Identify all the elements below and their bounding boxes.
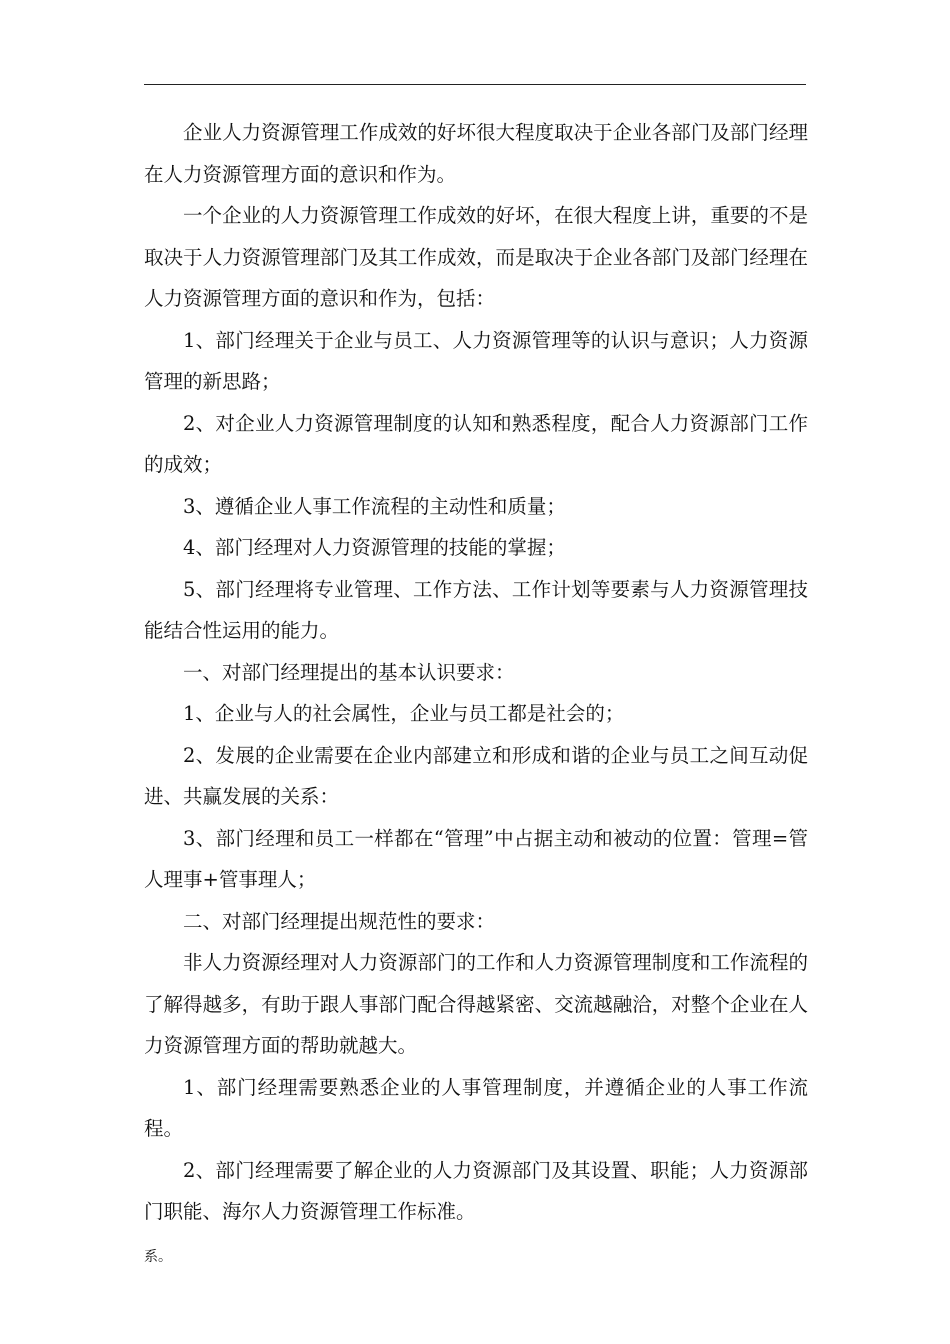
header-rule <box>144 84 806 85</box>
paragraph: 2、发展的企业需要在企业内部建立和形成和谐的企业与员工之间互动促进、共赢发展的关系： <box>144 743 808 808</box>
paragraph: 一个企业的人力资源管理工作成效的好坏，在很大程度上讲，重要的不是取决于人力资源管理部门及其工作成效，而是取决于企业各部门及部门经理在人力资源管理方面的意识和作为，包括： <box>144 204 808 310</box>
section-heading: 二、对部门经理提出规范性的要求： <box>183 909 496 933</box>
paragraph: 4、部门经理对人力资源管理的技能的掌握； <box>183 536 566 559</box>
section-heading: 一、对部门经理提出的基本认识要求： <box>183 660 515 684</box>
paragraph: 3、部门经理和员工一样都在“管理”中占据主动和被动的位置：管理=管人理事+管事理人； <box>144 826 808 891</box>
paragraph: 1、部门经理关于企业与员工、人力资源管理等的认识与意识；人力资源管理的新思路； <box>144 328 808 393</box>
paragraph: 2、部门经理需要了解企业的人力资源部门及其设置、职能；人力资源部门职能、海尔人力资源管理工作标准。 <box>144 1158 808 1223</box>
paragraph: 2、对企业人力资源管理制度的认知和熟悉程度，配合人力资源部门工作的成效； <box>144 411 808 476</box>
document-body <box>144 112 808 1233</box>
paragraph: 非人力资源经理对人力资源部门的工作和人力资源管理制度和工作流程的了解得越多，有助于跟人事部门配合得越紧密、交流越融洽，对整个企业在人力资源管理方面的帮助就越大。 <box>144 951 808 1057</box>
paragraph: 3、遵循企业人事工作流程的主动性和质量； <box>183 494 566 518</box>
paragraph: 1、部门经理需要熟悉企业的人事管理制度，并遵循企业的人事工作流程。 <box>144 1075 808 1140</box>
paragraph: 5、部门经理将专业管理、工作方法、工作计划等要素与人力资源管理技能结合性运用的能力。 <box>144 577 808 642</box>
paragraph: 1、企业与人的社会属性，企业与员工都是社会的； <box>183 702 625 725</box>
paragraph: 企业人力资源管理工作成效的好坏很大程度取决于企业各部门及部门经理在人力资源管理方面的意识和作为。 <box>144 121 808 186</box>
footer-text: 系。 <box>144 1249 172 1265</box>
